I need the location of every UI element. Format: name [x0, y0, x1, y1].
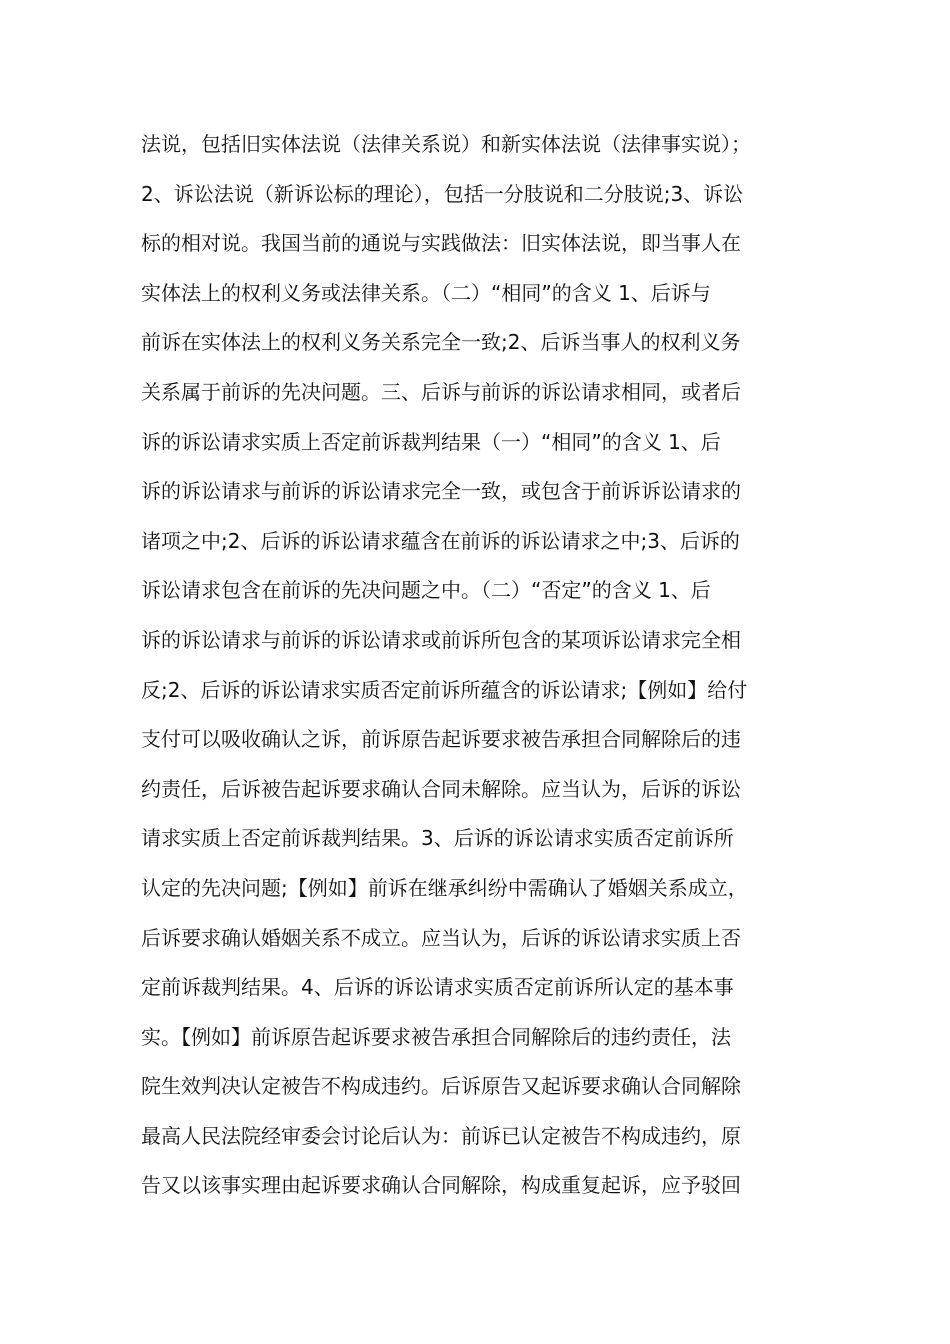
text-line-19: 实。【例如】前诉原告起诉要求被告承担合同解除后的违约责任，法 — [141, 1024, 731, 1049]
text-line-5: 前诉在实体法上的权利义务关系完全一致;2、后诉当事人的权利义务 — [141, 330, 741, 355]
text-line-1: 法说，包括旧实体法说（法律关系说）和新实体法说（法律事实说）； — [141, 132, 751, 156]
text-line-13: 支付可以吸收确认之诉，前诉原告起诉要求被告承担合同解除后的违 — [141, 727, 741, 752]
text-line-6: 关系属于前诉的先决问题。三、后诉与前诉的诉讼请求相同，或者后 — [141, 379, 741, 404]
text-line-10: 诉讼请求包含在前诉的先决问题之中。（二）“否定”的含义 1、后 — [141, 578, 711, 603]
text-line-18: 定前诉裁判结果。4、后诉的诉讼请求实质否定前诉所认定的基本事 — [141, 975, 734, 1000]
text-line-17: 后诉要求确认婚姻关系不成立。应当认为，后诉的诉讼请求实质上否 — [141, 925, 741, 950]
text-line-14: 约责任，后诉被告起诉要求确认合同未解除。应当认为，后诉的诉讼 — [141, 776, 741, 801]
text-line-15: 请求实质上否定前诉裁判结果。3、后诉的诉讼请求实质否定前诉所 — [141, 826, 734, 851]
text-line-2: 2、诉讼法说（新诉讼标的理论），包括一分肢说和二分肢说;3、诉讼 — [141, 181, 744, 206]
body-text — [141, 120, 831, 1211]
text-line-11: 诉的诉讼请求与前诉的诉讼请求或前诉所包含的某项诉讼请求完全相 — [141, 627, 741, 652]
text-line-4: 实体法上的权利义务或法律关系。（二）“相同”的含义 1、后诉与 — [141, 280, 711, 305]
text-line-3: 标的相对说。我国当前的通说与实践做法：旧实体法说，即当事人在 — [141, 231, 741, 256]
text-line-8: 诉的诉讼请求与前诉的诉讼请求完全一致，或包含于前诉诉讼请求的 — [141, 479, 741, 504]
text-line-20: 院生效判决认定被告不构成违约。后诉原告又起诉要求确认合同解除 — [141, 1074, 741, 1099]
text-line-7: 诉的诉讼请求实质上否定前诉裁判结果（一）“相同”的含义 1、后 — [141, 429, 721, 454]
text-line-16: 认定的先决问题;【例如】前诉在继承纠纷中需确认了婚姻关系成立， — [141, 875, 748, 900]
text-line-9: 诸项之中;2、后诉的诉讼请求蕴含在前诉的诉讼请求之中;3、后诉的 — [141, 528, 740, 553]
text-line-22: 告又以该事实理由起诉要求确认合同解除，构成重复起诉，应予驳回 — [141, 1173, 741, 1198]
text-line-12: 反;2、后诉的诉讼请求实质否定前诉所蕴含的诉讼请求;【例如】给付 — [141, 677, 748, 702]
text-line-21: 最高人民法院经审委会讨论后认为：前诉已认定被告不构成违约，原 — [141, 1123, 741, 1148]
